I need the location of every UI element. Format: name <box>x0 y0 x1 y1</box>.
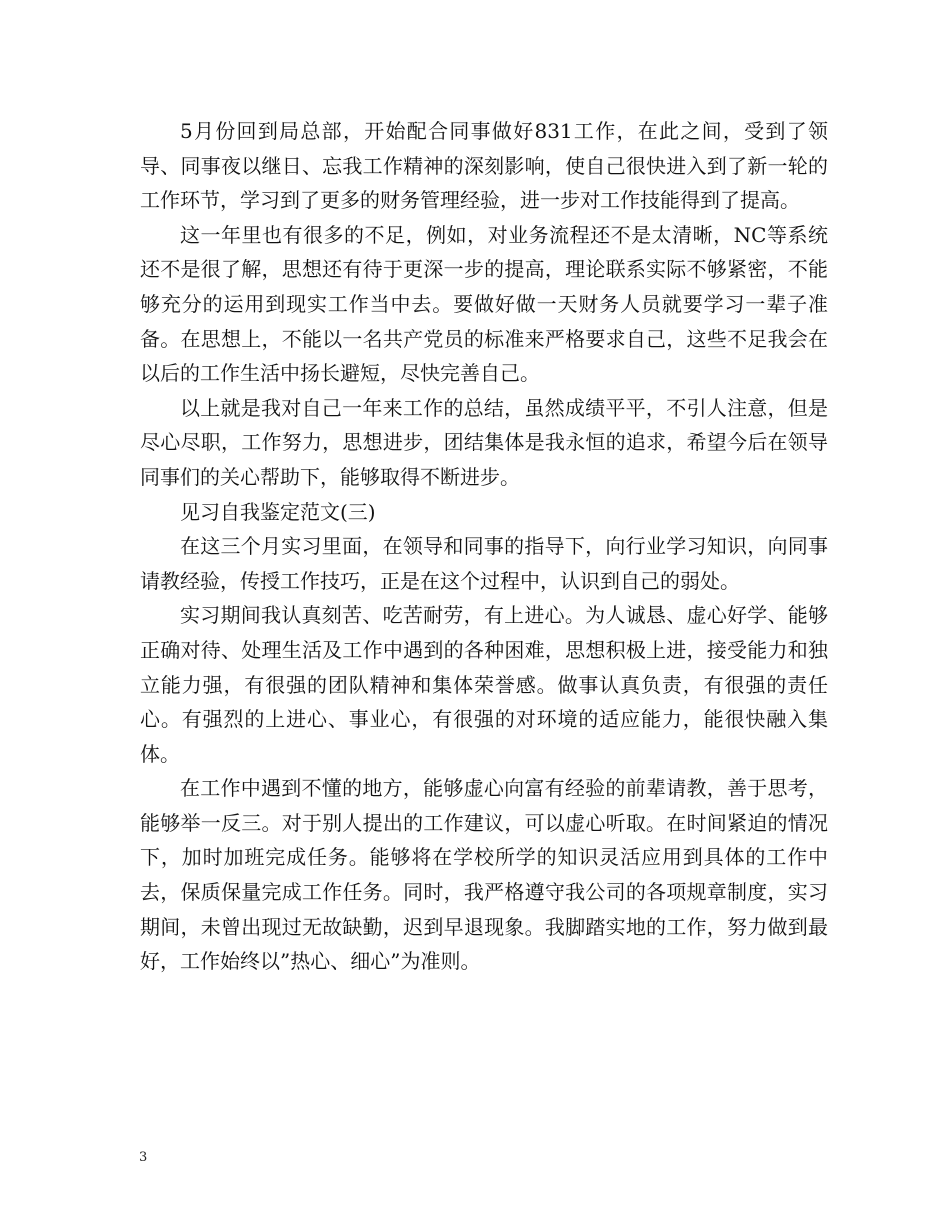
paragraph-year-summary: 以上就是我对自己一年来工作的总结，虽然成绩平平，不引人注意，但是尽心尽职，工作努力，思想进步，团结集体是我永恒的追求，希望今后在领导同事们的关心帮助下，能够取得不断进步。 <box>140 395 828 489</box>
paragraph-internship-attitude: 实习期间我认真刻苦、吃苦耐劳，有上进心。为人诚恳、虚心好学、能够正确对待、处理生活及工作中遇到的各种困难，思想积极上进，接受能力和独立能力强，有很强的团队精神和集体荣誉感。做事认真负责，有很强的责任心。有强烈的上进心、事业心，有很强的对环境的适应能力，能很快融入集体。 <box>140 603 828 766</box>
section-heading: 见习自我鉴定范文(三) <box>180 499 376 524</box>
document-body <box>140 114 828 979</box>
paragraph-831-work: 5月份回到局总部，开始配合同事做好831工作，在此之间，受到了领导、同事夜以继日、忘我工作精神的深刻影响，使自己很快进入到了新一轮的工作环节，学习到了更多的财务管理经验，进一步对工作技能得到了提高。 <box>140 119 828 213</box>
paragraph-internship-intro: 在这三个月实习里面，在领导和同事的指导下，向行业学习知识，向同事请教经验，传授工作技巧，正是在这个过程中，认识到自己的弱处。 <box>140 534 828 593</box>
paragraph-work-conduct: 在工作中遇到不懂的地方，能够虚心向富有经验的前辈请教，善于思考，能够举一反三。对于别人提出的工作建议，可以虚心听取。在时间紧迫的情况下，加时加班完成任务。能够将在学校所学的知识灵活应用到具体的工作中去，保质保量完成工作任务。同时，我严格遵守我公司的各项规章制度，实习期间，未曾出现过无故缺勤，迟到早退现象。我脚踏实地的工作，努力做到最好，工作始终以”热心、细心”为准则。 <box>140 776 828 974</box>
page-number: 3 <box>139 1150 148 1165</box>
paragraph-shortcomings: 这一年里也有很多的不足，例如，对业务流程还不是太清晰，NC等系统还不是很了解，思想还有待于更深一步的提高，理论联系实际不够紧密，不能够充分的运用到现实工作当中去。要做好做一天财务人员就要学习一辈子准备。在思想上，不能以一名共产党员的标准来严格要求自己，这些不足我会在以后的工作生活中扬长避短，尽快完善自己。 <box>140 222 828 386</box>
